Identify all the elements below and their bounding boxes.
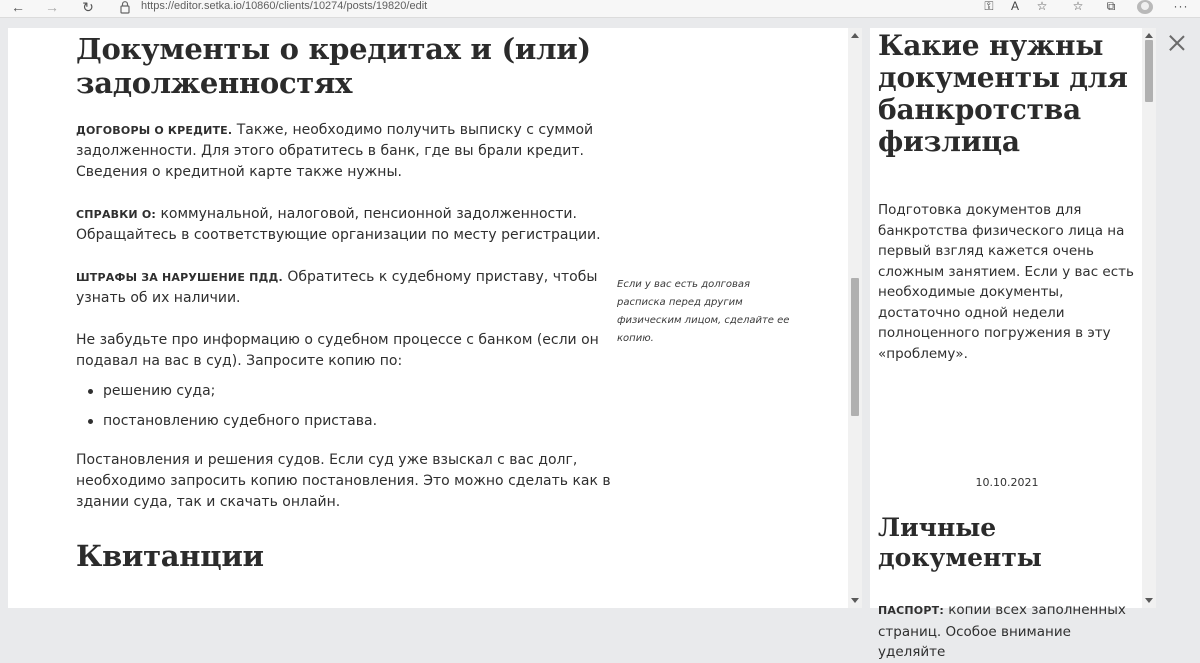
paragraph-certificates[interactable] (76, 204, 616, 246)
text-certificates: коммунальной, налоговой, пенсионной задолженности. Обращайтесь в соответствующие организации по месту регистрации. (76, 206, 601, 243)
scroll-up-arrow-icon[interactable] (851, 33, 859, 38)
section-title-credits[interactable]: Документы о кредитах и (или) задолженностях (76, 32, 591, 100)
key-icon[interactable]: ⚿ (984, 0, 994, 13)
editor-scroll-thumb[interactable] (851, 278, 859, 416)
preview-intro: Подготовка документов для банкротства физического лица на первый взгляд кажется очень сложным занятием. Если у вас есть необходимые документы, достаточно одной недели полноценного погружения в эту «проблему». (878, 202, 1134, 362)
back-arrow-icon[interactable]: ← (11, 0, 25, 15)
editor-canvas[interactable] (8, 28, 848, 608)
address-bar-url[interactable]: https://editor.setka.io/10860/clients/10274/posts/19820/edit (141, 0, 428, 12)
read-aloud-icon[interactable]: A (1010, 0, 1019, 13)
article-body[interactable] (76, 28, 616, 573)
favorite-add-icon[interactable]: ☆ (1036, 0, 1048, 13)
paragraph-court-info[interactable]: Не забудьте про информацию о судебном процессе с банком (если он подавал на вас в суд). Запросите копию по: (76, 332, 599, 369)
bullet-list (76, 381, 616, 432)
collections-icon[interactable]: ⧉ (1106, 0, 1116, 13)
preview-scrollbar[interactable] (1142, 28, 1156, 608)
label-credit-agreements: ДОГОВОРЫ О КРЕДИТЕ. (76, 124, 233, 137)
paragraph-court-decisions[interactable]: Постановления и решения судов. Если суд уже взыскал с вас долг, необходимо запросить копию постановления. Это можно сделать как в здании суда, так и скачать онлайн. (76, 452, 611, 510)
forward-arrow-icon[interactable]: → (45, 0, 59, 15)
section-title-receipts[interactable]: Квитанции (76, 539, 264, 573)
scroll-down-arrow-icon[interactable] (1145, 598, 1153, 603)
label-fines: ШТРАФЫ ЗА НАРУШЕНИЕ ПДД. (76, 271, 283, 284)
preview-title: Какие нужны документы для банкротства физлица (878, 29, 1128, 158)
preview-panel (870, 28, 1142, 660)
list-item[interactable]: решению суда; (76, 381, 616, 402)
lock-icon[interactable] (118, 0, 132, 14)
preview-passport-text: копии всех заполненных страниц. Особое внимание уделяйте (878, 602, 1126, 660)
text-fines: Обратитесь к судебному приставу, чтобы узнать об их наличии. (76, 269, 598, 306)
preview-content (878, 28, 1136, 663)
reload-icon[interactable]: ↻ (82, 0, 94, 15)
preview-scroll-thumb[interactable] (1145, 40, 1153, 102)
preview-section-title: Личные документы (878, 513, 1042, 572)
text-credit-agreements: Также, необходимо получить выписку с суммой задолженности. Для этого обратитесь в банк, где вы брали кредит. Сведения о кредитной карте также нужны. (76, 122, 594, 180)
scroll-down-arrow-icon[interactable] (851, 598, 859, 603)
aside-note[interactable]: Если у вас есть долговая расписка перед другим физическим лицом, сделайте ее копию. (617, 279, 790, 344)
paragraph-credit-agreements[interactable] (76, 120, 616, 183)
more-menu-icon[interactable]: ··· (1173, 0, 1189, 13)
scroll-up-arrow-icon[interactable] (1145, 33, 1153, 38)
editor-scrollbar[interactable] (848, 28, 862, 608)
preview-date: 10.10.2021 (975, 476, 1039, 489)
paragraph-fines[interactable] (76, 267, 616, 309)
label-certificates: СПРАВКИ О: (76, 208, 157, 221)
list-item[interactable]: постановлению судебного пристава. (76, 411, 616, 432)
browser-toolbar (0, 0, 1200, 18)
profile-avatar[interactable] (1137, 0, 1153, 14)
preview-passport (878, 600, 1136, 663)
preview-passport-label: ПАСПОРТ: (878, 604, 944, 617)
close-icon[interactable] (1166, 32, 1188, 54)
favorites-icon[interactable]: ☆ (1072, 0, 1084, 13)
